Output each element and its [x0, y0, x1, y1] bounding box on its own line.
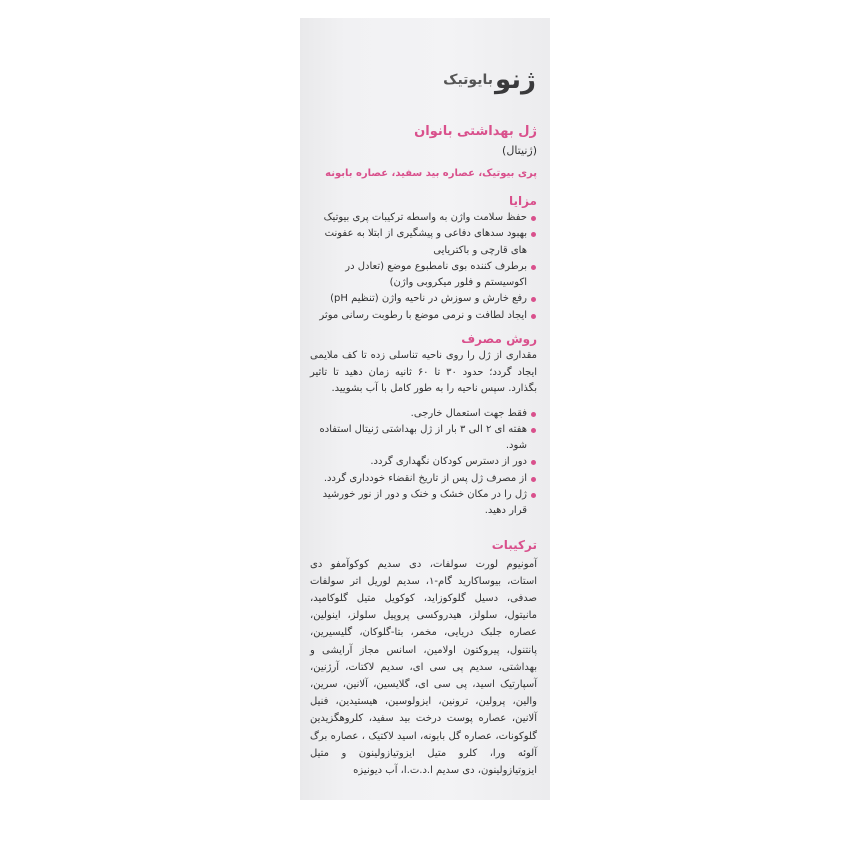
- usage-text: مقداری از ژل را روی ناحیه تناسلی زده تا کف ملایمی ایجاد گردد؛ حدود ۳۰ تا ۶۰ ثانیه زمان دهید تا تاثیر بگذارد. سپس ناحیه را به طور کامل با آب بشویید.: [310, 350, 538, 395]
- usage-note: فقط جهت استعمال خارجی.: [310, 406, 537, 422]
- benefit-item: حفظ سلامت واژن به واسطه ترکیبات پری بیوتیک: [310, 210, 537, 226]
- benefit-item: ایجاد لطافت و نرمی موضع با رطوبت رسانی موثر: [310, 308, 537, 324]
- key-ingredients: پری بیوتیک، عصاره بید سفید، عصاره بابونه: [325, 168, 537, 179]
- product-title: ژل بهداشتی بانوان: [414, 124, 537, 139]
- benefit-item: بهبود سدهای دفاعی و پیشگیری از ابتلا به عفونت های قارچی و باکتریایی: [310, 226, 537, 259]
- logo-main-text: ژنو: [494, 65, 536, 95]
- benefit-item: رفع خارش و سوزش در ناحیه واژن (تنظیم pH): [310, 291, 537, 307]
- benefits-heading: مزایا: [508, 194, 537, 208]
- product-subtitle: (ژنیتال): [502, 144, 537, 157]
- usage-note: دور از دسترس کودکان نگهداری گردد.: [310, 454, 537, 470]
- usage-notes-list: [310, 406, 537, 520]
- usage-note: هفته ای ۲ الی ۳ بار از ژل بهداشتی ژنیتال استفاده شود.: [310, 422, 537, 455]
- composition-text: آمونیوم لورت سولفات، دی سدیم کوکوآمفو دی استات، بیوساکارید گام-۱، سدیم لوریل اتر سولفات صدفی، دسیل گلوکوزاید، کوکویل متیل گلوکامید، مانیتول، سلولز، هیدروکسی پروپیل سلولز، اینولین، عصاره جلبک دریایی، مخمر، بتا-گلوکان، گلیسیرین، پانتنول، پیروکتون اولامین، اسانس مجاز آرایشی و بهداشتی، سدیم پی سی ای، سدیم لاکتات، آرژنین، آسپارتیک اسید، پی سی ای، گلایسین، آلانین، سرین، والین، پرولین، ترونین، ایزولوسین، هیستیدین، فنیل آلانین، عصاره پوست درخت بید سفید، کلروهگزیدین گلوکونات، عصاره گل بابونه، اسید لاکتیک ، عصاره برگ آلوئه ورا، کلرو متیل ایزوتیازولینون و متیل ایزوتیازولینون، دی سدیم ا.د.ت.ا، آب دیونیزه: [310, 558, 537, 777]
- label-content: [310, 122, 537, 779]
- composition-heading: ترکیبات: [491, 537, 537, 552]
- logo-sub-text: بایوتیک: [443, 72, 493, 88]
- usage-note: از مصرف ژل پس از تاریخ انقضاء خودداری گردد.: [310, 471, 537, 487]
- usage-note: ژل را در مکان خشک و خنک و دور از نور خورشید قرار دهید.: [310, 487, 537, 520]
- benefit-item: برطرف کننده بوی نامطبوع موضع (تعادل در اکوسیستم و فلور میکروبی واژن): [310, 259, 537, 292]
- usage-heading: روش مصرف: [461, 332, 537, 347]
- benefits-list: [310, 210, 537, 324]
- product-label-panel: [300, 18, 550, 800]
- brand-logo: [443, 62, 536, 98]
